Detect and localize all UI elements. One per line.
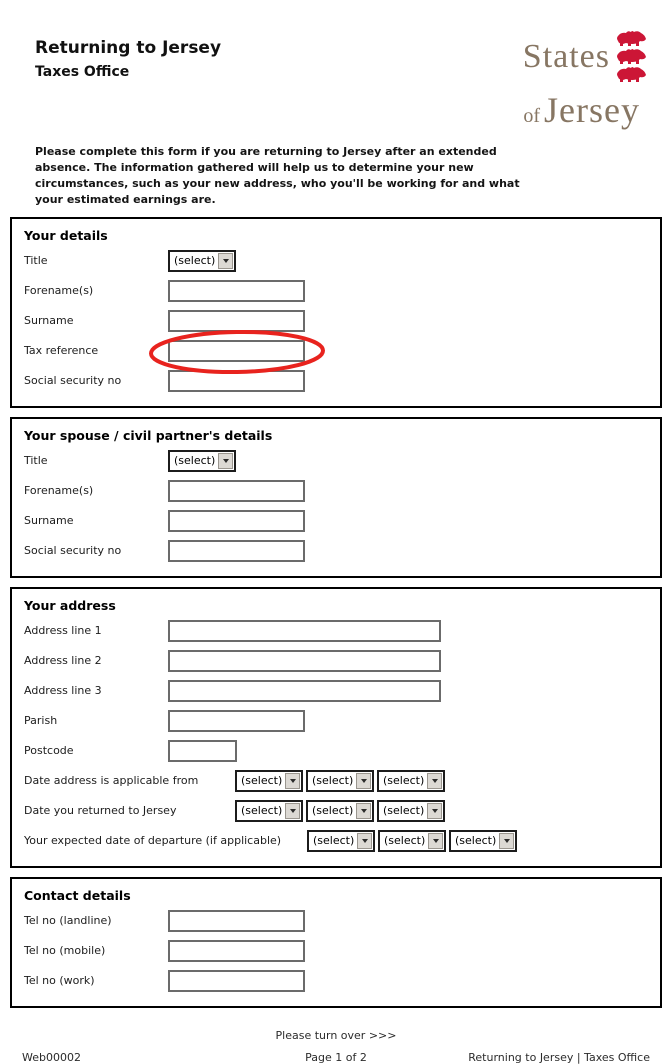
date-departure-selects [307,830,517,852]
dropdown-arrow-icon[interactable] [427,773,442,789]
dropdown-arrow-icon[interactable] [357,833,372,849]
field-label: Forename(s) [24,484,94,498]
spouse-forenames-input[interactable] [168,480,305,502]
field-label: Social security no [24,374,122,388]
spouse-social-security-input[interactable] [168,540,305,562]
select-value: (select) [313,834,355,848]
field-label: Surname [24,314,74,328]
logo-row-2 [523,92,640,128]
section-spouse-details [10,417,662,578]
field-row-address-line-2 [24,649,648,673]
select-value: (select) [384,834,426,848]
address-line-3-input[interactable] [168,680,441,702]
field-row-date-returned [24,799,648,823]
section-heading: Your address [24,597,116,613]
field-row-address-line-3 [24,679,648,703]
field-row-spouse-surname [24,509,648,533]
field-row-spouse-forenames [24,479,648,503]
tax-reference-input[interactable] [168,340,305,362]
dropdown-arrow-icon[interactable] [356,803,371,819]
select-value: (select) [383,774,425,788]
field-label: Forename(s) [24,284,94,298]
dropdown-arrow-icon[interactable] [356,773,371,789]
intro-paragraph: Please complete this form if you are returning to Jersey after an extended absence. The information gathered will help us to determine your new circumstances, such as your new address, who you'll be working for and what your estimated earnings are. [35,145,520,206]
dropdown-arrow-icon[interactable] [285,803,300,819]
field-label: Tel no (mobile) [24,944,106,958]
jersey-crest-icon [614,30,648,90]
select-value: (select) [174,254,216,268]
date-applicable-select-3[interactable] [377,770,445,792]
page-subtitle: Taxes Office [35,64,130,80]
field-row-tel-work [24,969,648,993]
dropdown-arrow-icon[interactable] [427,803,442,819]
select-value: (select) [383,804,425,818]
field-row-parish [24,709,648,733]
dropdown-arrow-icon[interactable] [499,833,514,849]
section-heading: Contact details [24,887,131,903]
select-value: (select) [241,804,283,818]
spouse-title-select[interactable] [168,450,236,472]
field-label: Date you returned to Jersey [24,804,177,818]
dropdown-arrow-icon[interactable] [218,453,233,469]
date-applicable-select-2[interactable] [306,770,374,792]
field-row-spouse-title [24,449,648,473]
field-row-spouse-social-security [24,539,648,563]
field-label: Social security no [24,544,122,558]
dropdown-arrow-icon[interactable] [428,833,443,849]
field-row-social-security [24,369,648,393]
logo-states-text: States [522,38,610,75]
header-titles [35,38,221,80]
logo-of-text: of [523,105,541,127]
field-label: Parish [24,714,58,728]
select-value: (select) [455,834,497,848]
select-value: (select) [174,454,216,468]
date-returned-select-2[interactable] [306,800,374,822]
select-value: (select) [312,774,354,788]
field-label: Title [24,254,48,268]
date-applicable-select-1[interactable] [235,770,303,792]
section-contact-details [10,877,662,1008]
dropdown-arrow-icon[interactable] [218,253,233,269]
logo-row-1 [523,30,648,90]
field-label: Surname [24,514,74,528]
page-title: Returning to Jersey [35,38,222,58]
date-departure-select-2[interactable] [378,830,446,852]
field-row-address-line-1 [24,619,648,643]
footer [10,1029,662,1064]
field-label: Your expected date of departure (if applicable) [24,834,282,848]
field-label: Date address is applicable from [24,774,199,788]
field-label: Tel no (work) [24,974,95,988]
surname-input[interactable] [168,310,305,332]
section-your-address [10,587,662,868]
date-departure-select-1[interactable] [307,830,375,852]
select-value: (select) [241,774,283,788]
field-row-tel-mobile [24,939,648,963]
form-code: Web00002 [22,1050,81,1064]
postcode-input[interactable] [168,740,237,762]
tel-mobile-input[interactable] [168,940,305,962]
page-number: Page 1 of 2 [305,1050,367,1064]
footer-meta-row [22,1051,650,1064]
section-heading: Your details [24,227,108,243]
field-row-surname [24,309,648,333]
spouse-surname-input[interactable] [168,510,305,532]
date-departure-select-3[interactable] [449,830,517,852]
states-of-jersey-logo [523,30,648,128]
date-returned-select-3[interactable] [377,800,445,822]
logo-jersey-text: Jersey [544,90,640,130]
field-label: Address line 1 [24,624,102,638]
select-value: (select) [312,804,354,818]
field-label: Address line 2 [24,654,102,668]
tax-reference-annotated-area [168,340,305,362]
field-label: Tax reference [24,344,99,358]
address-line-1-input[interactable] [168,620,441,642]
title-select[interactable] [168,250,236,272]
field-row-forenames [24,279,648,303]
field-row-title [24,249,648,273]
field-row-postcode [24,739,648,763]
date-returned-select-1[interactable] [235,800,303,822]
field-label: Postcode [24,744,74,758]
section-your-details [10,217,662,408]
tel-work-input[interactable] [168,970,305,992]
header [10,38,662,128]
field-label: Tel no (landline) [24,914,112,928]
social-security-input[interactable] [168,370,305,392]
forenames-input[interactable] [168,280,305,302]
field-row-tel-landline [24,909,648,933]
address-line-2-input[interactable] [168,650,441,672]
field-label: Address line 3 [24,684,102,698]
section-heading: Your spouse / civil partner's details [24,427,273,443]
date-returned-selects [235,800,445,822]
tel-landline-input[interactable] [168,910,305,932]
dropdown-arrow-icon[interactable] [285,773,300,789]
field-row-date-applicable [24,769,648,793]
date-applicable-selects [235,770,445,792]
turn-over-note: Please turn over >>> [275,1028,397,1042]
footer-doc-title: Returning to Jersey | Taxes Office [468,1050,650,1064]
field-row-tax-reference [24,339,648,363]
field-label: Title [24,454,48,468]
field-row-date-departure [24,829,648,853]
parish-input[interactable] [168,710,305,732]
